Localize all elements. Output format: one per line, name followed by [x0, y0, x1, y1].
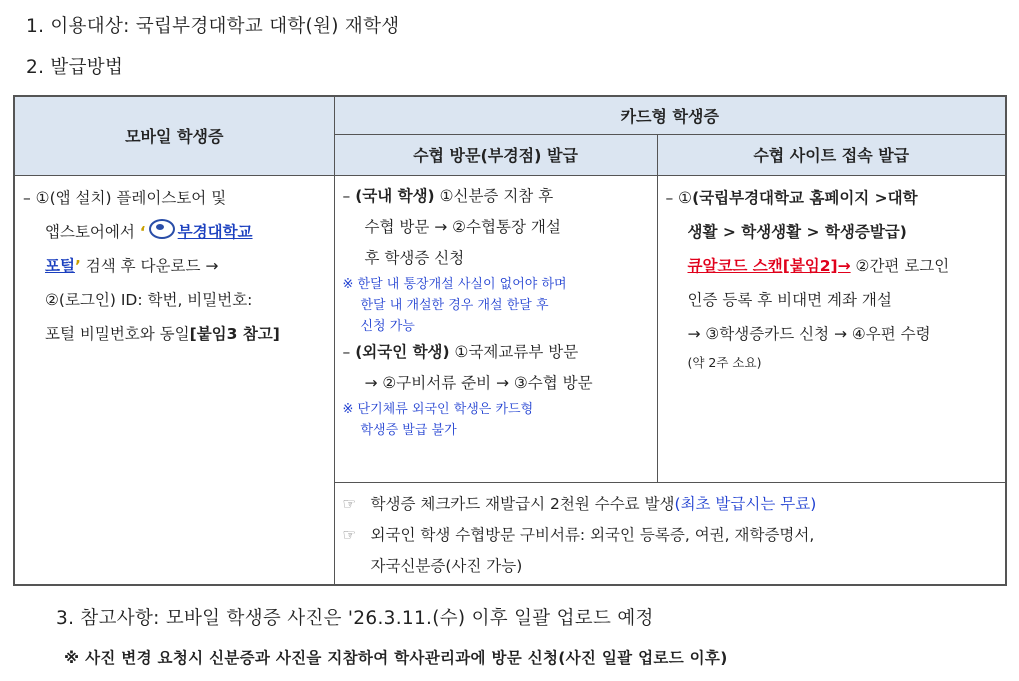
visit-note-2-cont: 학생증 발급 불가	[360, 422, 457, 438]
portal-link-2[interactable]: 포털	[45, 256, 75, 275]
site-line-1: – ①(국립부경대학교 홈페이지 >대학	[665, 188, 918, 207]
visit-note-2: ※ 단기체류 외국인 학생은 카드형	[342, 401, 534, 417]
mobile-step-1: – ①(앱 설치) 플레이스토어 및	[23, 188, 227, 207]
mobile-step-2: ②(로그인) ID: 학번, 비밀번호:	[45, 290, 253, 309]
footer-line-3: 자국신분증(사진 가능)	[370, 556, 523, 575]
portal-link[interactable]: 부경대학교	[177, 222, 253, 241]
site-line-2: 생활 > 학생생활 > 학생증발급)	[687, 222, 907, 241]
site-line-4: 인증 등록 후 비대면 계좌 개설	[687, 290, 892, 309]
foreign-student: – (외국인 학생) ①국제교류부 방문	[342, 342, 579, 361]
visit-line-3: 후 학생증 신청	[364, 248, 465, 267]
visit-note-1-cont2: 신청 가능	[360, 318, 415, 334]
header-mobile: 모바일 학생증	[14, 96, 334, 175]
mobile-step-1-cont: 앱스토어에서 ‘ 부경대학교	[23, 215, 326, 249]
section-3-heading: 3. 참고사항: 모바일 학생증 사진은 '26.3.11.(수) 이후 일괄 업로드 예정	[56, 608, 654, 629]
header-card: 카드형 학생증	[334, 96, 1006, 134]
qr-code-link[interactable]: 큐알코드 스캔[붙임2]→	[687, 256, 851, 275]
footer-cell	[334, 482, 1006, 585]
mobile-step-1-cont2: 포털’ 검색 후 다운로드 →	[45, 256, 219, 275]
site-line-6: (약 2주 소요)	[687, 354, 762, 370]
visit-line-2: 수협 방문 → ②수협통장 개설	[364, 217, 561, 236]
visit-note-1: ※ 한달 내 통장개설 사실이 없어야 하며	[342, 276, 567, 292]
pknu-logo-icon	[149, 219, 175, 239]
section-1-heading: 1. 이용대상: 국립부경대학교 대학(원) 재학생	[26, 16, 400, 37]
visit-cell	[334, 175, 657, 482]
pointing-hand-icon: ☞	[342, 494, 357, 513]
site-line-5: → ③학생증카드 신청 → ④우편 수령	[687, 324, 931, 343]
header-visit: 수협 방문(부경점) 발급	[334, 134, 657, 175]
header-site: 수협 사이트 접속 발급	[657, 134, 1006, 175]
visit-note-1-cont: 한달 내 개설한 경우 개설 한달 후	[360, 297, 549, 313]
mobile-step-2-cont: 포털 비밀번호와 동일[붙임3 참고]	[45, 324, 280, 343]
final-note: ※ 사진 변경 요청시 신분증과 사진을 지참하여 학사관리과에 방문 신청(사진 일괄 업로드 이후)	[64, 649, 728, 667]
issuance-table	[13, 95, 1007, 586]
site-cell	[657, 175, 1006, 482]
footer-line-1: ☞ 학생증 체크카드 재발급시 2천원 수수료 발생(최초 발급시는 무료)	[343, 489, 998, 520]
visit-line-5: → ②구비서류 준비 → ③수협 방문	[364, 373, 593, 392]
mobile-cell	[14, 175, 334, 585]
pointing-hand-icon: ☞	[342, 525, 357, 544]
domestic-student: – (국내 학생) ①신분증 지참 후	[342, 186, 554, 205]
section-2-heading: 2. 발급방법	[26, 57, 124, 78]
site-line-3: 큐알코드 스캔[붙임2]→ ②간편 로그인	[687, 256, 950, 275]
footer-line-2: ☞ 외국인 학생 수협방문 구비서류: 외국인 등록증, 여권, 재학증명서,	[343, 520, 998, 551]
